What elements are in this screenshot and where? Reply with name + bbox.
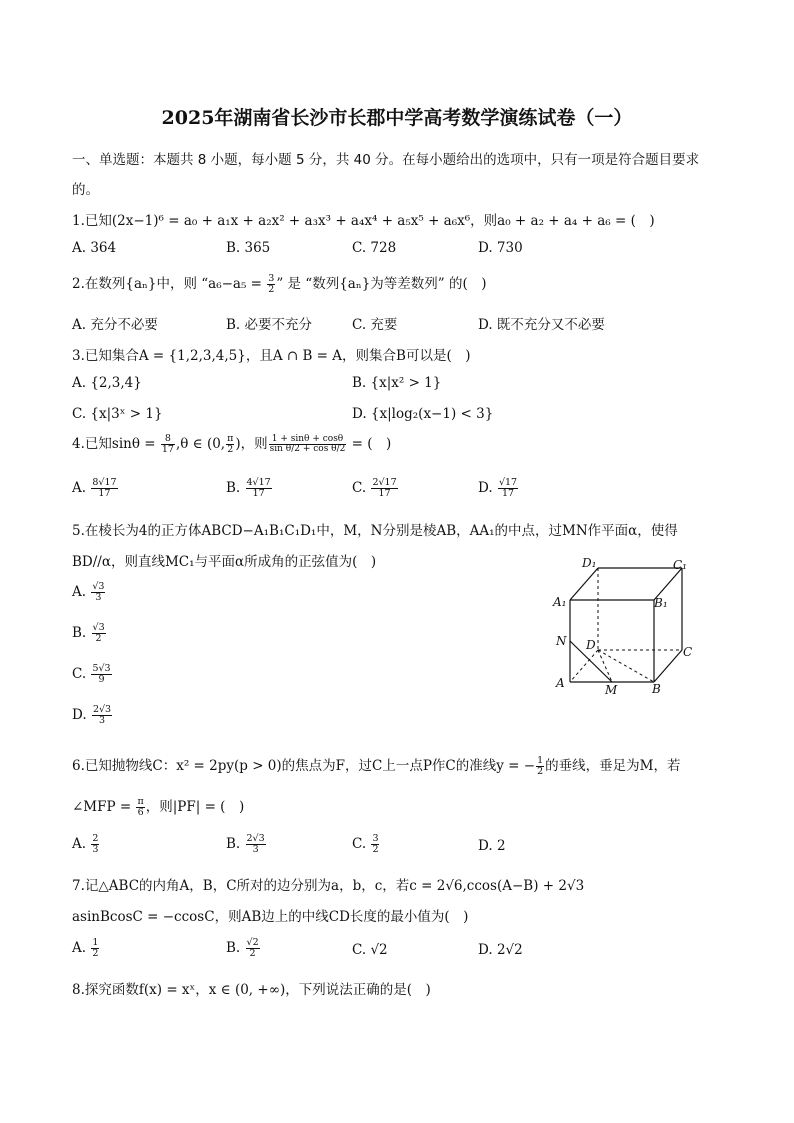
label-d: D	[586, 638, 596, 652]
question-stem: 已知集合A = {1,2,3,4,5}，且A ∩ B = A，则集合B可以是( )	[84, 348, 471, 364]
option-a: A. 充分不必要	[72, 317, 158, 333]
fraction	[371, 478, 397, 499]
stem-text: 已知抛物线C：x² = 2py(p > 0)的焦点为F，过C上一点P作C的准线y = −	[84, 758, 536, 774]
stem-text: = ( )	[347, 436, 392, 452]
label-b1: B₁	[654, 596, 668, 610]
denominator: 3	[98, 714, 106, 726]
numerator: 4√17	[246, 477, 271, 488]
cube-figure	[540, 550, 710, 700]
numerator: √3	[92, 622, 105, 633]
denominator: 2	[537, 766, 544, 777]
option-letter: B.	[226, 835, 241, 852]
question-number: 3.	[72, 348, 85, 364]
numerator: 1	[92, 937, 99, 948]
denominator: 9	[98, 673, 105, 685]
fraction	[91, 582, 105, 603]
denominator: 2	[268, 284, 275, 295]
fraction	[92, 705, 112, 726]
option-a	[72, 478, 119, 499]
question-2	[72, 272, 487, 295]
question-number: 7.	[72, 878, 85, 894]
option-letter: D.	[478, 942, 493, 958]
option-letter: C.	[72, 665, 87, 682]
option-value: √2	[370, 942, 388, 958]
question-stem: 已知(2x−1)⁶ = a₀ + a₁x + a₂x² + a₃x³ + a₄x⁴ + a₅x⁵ + a₆x⁶，则a₀ + a₂ + a₄ + a₆ = ( )	[84, 213, 655, 229]
stem-text: ，则|PF| = ( )	[145, 799, 245, 815]
option-b: B. 365	[226, 240, 271, 256]
question-4	[72, 432, 391, 455]
fraction	[91, 834, 99, 855]
denominator: 3	[95, 591, 102, 603]
fraction	[91, 478, 117, 499]
fraction	[267, 274, 275, 295]
question-stem: 探究函数f(x) = xˣ，x ∈ (0, +∞)，下列说法正确的是( )	[84, 982, 431, 998]
option-letter: C.	[352, 835, 367, 852]
numerator: √3	[92, 581, 105, 592]
stem-text: )，则	[235, 436, 268, 452]
fraction	[91, 938, 99, 959]
question-6-line2	[72, 795, 244, 818]
option-letter: A.	[72, 479, 87, 496]
option-b	[72, 623, 107, 644]
option-d	[478, 838, 506, 854]
stem-text: 在数列{aₙ}中，则 “a₆−a₅ =	[84, 276, 267, 292]
denominator: 17	[378, 487, 391, 499]
denominator: 17	[501, 487, 515, 499]
question-number: 5.	[72, 523, 85, 539]
fraction	[161, 434, 175, 455]
option-letter: B.	[226, 479, 241, 496]
option-a	[72, 938, 100, 959]
fraction	[371, 834, 379, 855]
numerator: π	[137, 796, 144, 808]
option-c	[352, 942, 388, 958]
question-7-line2: asinBcosC = −ccosC，则AB边上的中线CD长度的最小值为( )	[72, 909, 469, 925]
question-number: 6.	[72, 758, 85, 774]
option-b	[226, 478, 273, 499]
question-5-line1	[72, 519, 678, 539]
option-a	[72, 834, 100, 855]
option-letter: D.	[72, 706, 87, 723]
denominator: 2	[249, 947, 256, 959]
option-c	[352, 478, 399, 499]
option-d	[478, 478, 519, 499]
question-7-line1	[72, 874, 584, 894]
label-m: M	[605, 683, 618, 697]
option-d	[72, 705, 113, 726]
question-1	[72, 209, 655, 229]
denominator: 2	[95, 632, 102, 644]
option-b	[226, 938, 261, 959]
numerator: 1	[537, 755, 544, 767]
option-d: D. {x|log₂(x−1) < 3}	[352, 406, 494, 422]
denominator: 2	[227, 444, 234, 455]
fraction	[92, 623, 106, 644]
option-c	[72, 664, 113, 685]
option-a	[72, 582, 106, 603]
numerator: 2	[92, 833, 99, 844]
fraction	[246, 478, 272, 499]
option-d: D. 730	[478, 240, 523, 256]
denominator: 17	[252, 487, 265, 499]
option-letter: C.	[352, 942, 367, 958]
exam-title: 2025年湖南省长沙市长郡中学高考数学演练试卷（一）	[161, 107, 633, 129]
denominator: 3	[252, 843, 259, 855]
option-letter: A.	[72, 835, 87, 852]
numerator: 8	[161, 434, 175, 445]
option-letter: B.	[226, 939, 241, 956]
numerator: 2√3	[92, 704, 112, 715]
section-header-line1: 一、单选题：本题共 8 小题，每小题 5 分，共 40 分。在每小题给出的选项中，只有一项是符合题目要求	[72, 152, 700, 168]
label-n: N	[556, 634, 567, 648]
option-b: B. 必要不充分	[226, 317, 313, 333]
denominator: 17	[98, 487, 111, 499]
question-number: 1.	[72, 213, 85, 229]
numerator: √17	[498, 477, 518, 488]
denominator: sin θ/2 + cos θ/2	[269, 444, 346, 454]
label-c1: C₁	[673, 558, 687, 572]
denominator: 2	[372, 843, 379, 855]
option-letter: D.	[478, 479, 493, 496]
fraction	[246, 834, 266, 855]
numerator: 2√3	[246, 833, 265, 844]
label-a: A	[556, 676, 565, 690]
option-c: C. 728	[352, 240, 397, 256]
option-letter: B.	[72, 624, 87, 641]
option-a: A. {2,3,4}	[72, 375, 142, 391]
numerator: 3	[268, 273, 275, 285]
option-c: C. 充要	[352, 317, 398, 333]
stem-text: ∠MFP =	[72, 799, 136, 815]
fraction	[226, 434, 234, 455]
option-letter: D.	[478, 838, 493, 854]
label-a1: A₁	[553, 595, 567, 609]
option-c	[352, 834, 380, 855]
question-stem: 在棱长为4的正方体ABCD−A₁B₁C₁D₁中，M，N分别是棱AB，AA₁的中点，过MN作平面α，使得	[84, 523, 678, 539]
fraction	[536, 756, 544, 777]
question-number: 8.	[72, 982, 85, 998]
fraction	[269, 435, 347, 455]
question-5-line2: BD//α，则直线MC₁与平面α所成角的正弦值为( )	[72, 554, 377, 570]
fraction	[136, 797, 144, 818]
label-d1: D₁	[582, 556, 597, 570]
question-3	[72, 344, 470, 364]
numerator: 1 + sinθ + cosθ	[269, 435, 347, 445]
question-number: 4.	[72, 436, 85, 452]
option-a: A. 364	[72, 240, 117, 256]
option-letter: C.	[352, 479, 367, 496]
stem-text: ,θ ∈ (0,	[175, 436, 226, 452]
numerator: 5√3	[92, 663, 111, 674]
question-number: 2.	[72, 276, 85, 292]
option-letter: A.	[72, 939, 87, 956]
stem-text: 已知sinθ =	[84, 436, 160, 452]
denominator: 17	[161, 444, 174, 455]
question-6-line1	[72, 754, 680, 777]
denominator: 3	[92, 843, 99, 855]
numerator: 8√17	[92, 477, 117, 488]
option-value: 2√2	[496, 942, 523, 958]
numerator: 2√17	[372, 477, 397, 488]
denominator: 6	[137, 807, 144, 818]
label-b: B	[652, 682, 661, 696]
numerator: 3	[372, 833, 379, 844]
option-b	[226, 834, 267, 855]
numerator: π	[227, 433, 234, 445]
stem-text: 的垂线，垂足为M，若	[545, 758, 681, 774]
numerator: √2	[246, 937, 259, 948]
fraction	[91, 664, 111, 685]
denominator: 2	[92, 947, 99, 959]
option-letter: A.	[72, 583, 87, 600]
section-header-line2: 的。	[72, 182, 99, 198]
question-8	[72, 978, 431, 998]
question-stem: 记△ABC的内角A，B，C所对的边分别为a，b，c，若c = 2√6,ccos(A−B) + 2√3	[84, 878, 585, 894]
option-b: B. {x|x² > 1}	[352, 375, 442, 391]
option-d: D. 既不充分又不必要	[478, 317, 605, 333]
fraction	[498, 478, 518, 499]
label-c: C	[683, 645, 693, 659]
option-value: 2	[496, 838, 506, 854]
stem-text: ” 是 “数列{aₙ}为等差数列” 的( )	[276, 276, 487, 292]
option-c: C. {x|3ˣ > 1}	[72, 406, 163, 422]
fraction	[246, 938, 260, 959]
option-d	[478, 942, 523, 958]
